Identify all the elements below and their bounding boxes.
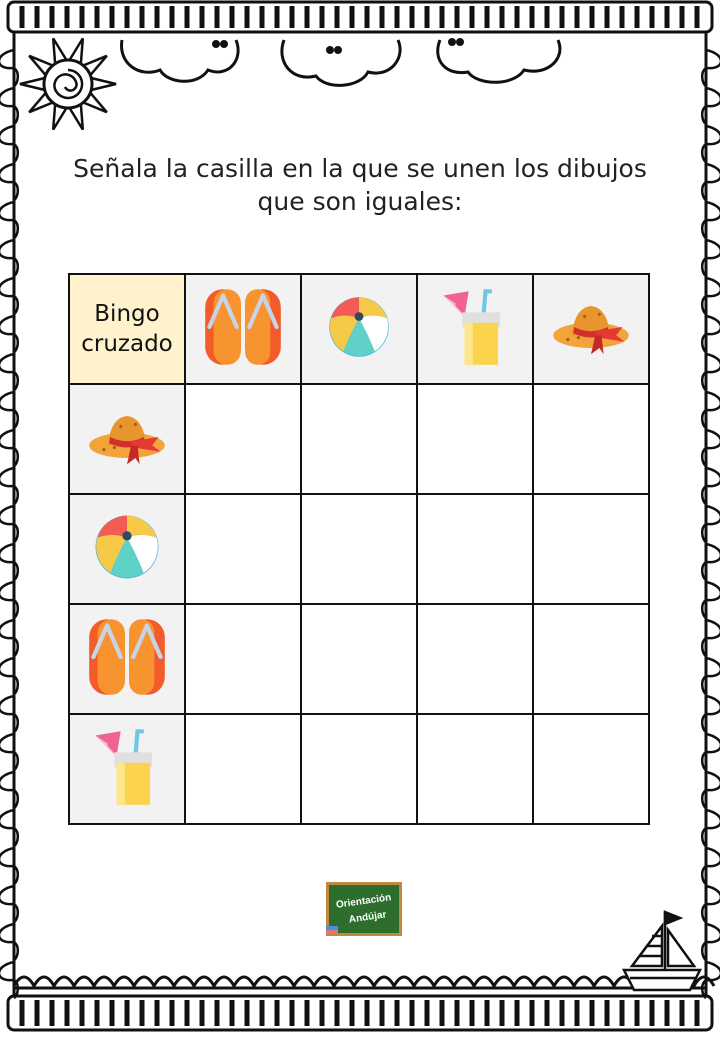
cocktail-icon bbox=[85, 725, 169, 809]
cloud-icon bbox=[438, 40, 560, 83]
header-cell bbox=[533, 274, 649, 384]
svg-text:Andújar: Andújar bbox=[348, 909, 388, 926]
header-row bbox=[69, 274, 649, 384]
grid-row bbox=[69, 604, 649, 714]
row-header-cell bbox=[69, 604, 185, 714]
answer-cell[interactable] bbox=[533, 494, 649, 604]
grid-row bbox=[69, 384, 649, 494]
corner-cell bbox=[69, 274, 185, 384]
grid-row bbox=[69, 494, 649, 604]
answer-cell[interactable] bbox=[533, 384, 649, 494]
orientacion-andujar-logo bbox=[326, 882, 402, 936]
boat-icon bbox=[624, 912, 700, 990]
sun-icon bbox=[20, 38, 116, 129]
instruction-text: Señala la casilla en la que se unen los dibujos que son iguales: bbox=[73, 154, 647, 216]
flip-flops-icon bbox=[85, 615, 169, 699]
answer-cell[interactable] bbox=[185, 714, 301, 824]
answer-cell[interactable] bbox=[417, 714, 533, 824]
cloud-icon bbox=[122, 40, 239, 81]
answer-cell[interactable] bbox=[417, 494, 533, 604]
beach-ball-icon bbox=[324, 292, 394, 362]
answer-cell[interactable] bbox=[301, 384, 417, 494]
cocktail-icon bbox=[433, 285, 517, 369]
svg-text:Orientación: Orientación bbox=[335, 892, 392, 911]
answer-cell[interactable] bbox=[533, 714, 649, 824]
header-cell bbox=[185, 274, 301, 384]
grid-row bbox=[69, 714, 649, 824]
answer-cell[interactable] bbox=[185, 384, 301, 494]
row-header-cell bbox=[69, 714, 185, 824]
bingo-grid bbox=[68, 273, 650, 825]
answer-cell[interactable] bbox=[301, 714, 417, 824]
answer-cell[interactable] bbox=[185, 494, 301, 604]
beach-ball-icon bbox=[90, 510, 164, 584]
answer-cell[interactable] bbox=[533, 604, 649, 714]
row-header-cell bbox=[69, 384, 185, 494]
sun-hat-icon bbox=[549, 285, 633, 369]
cloud-icon bbox=[282, 40, 400, 85]
corner-label-line2: cruzado bbox=[81, 331, 173, 357]
header-cell bbox=[301, 274, 417, 384]
answer-cell[interactable] bbox=[417, 384, 533, 494]
header-cell bbox=[417, 274, 533, 384]
answer-cell[interactable] bbox=[417, 604, 533, 714]
corner-label-line1: Bingo bbox=[94, 301, 160, 327]
sun-hat-icon bbox=[85, 395, 169, 479]
answer-cell[interactable] bbox=[301, 494, 417, 604]
answer-cell[interactable] bbox=[301, 604, 417, 714]
flip-flops-icon bbox=[201, 285, 285, 369]
answer-cell[interactable] bbox=[185, 604, 301, 714]
row-header-cell bbox=[69, 494, 185, 604]
